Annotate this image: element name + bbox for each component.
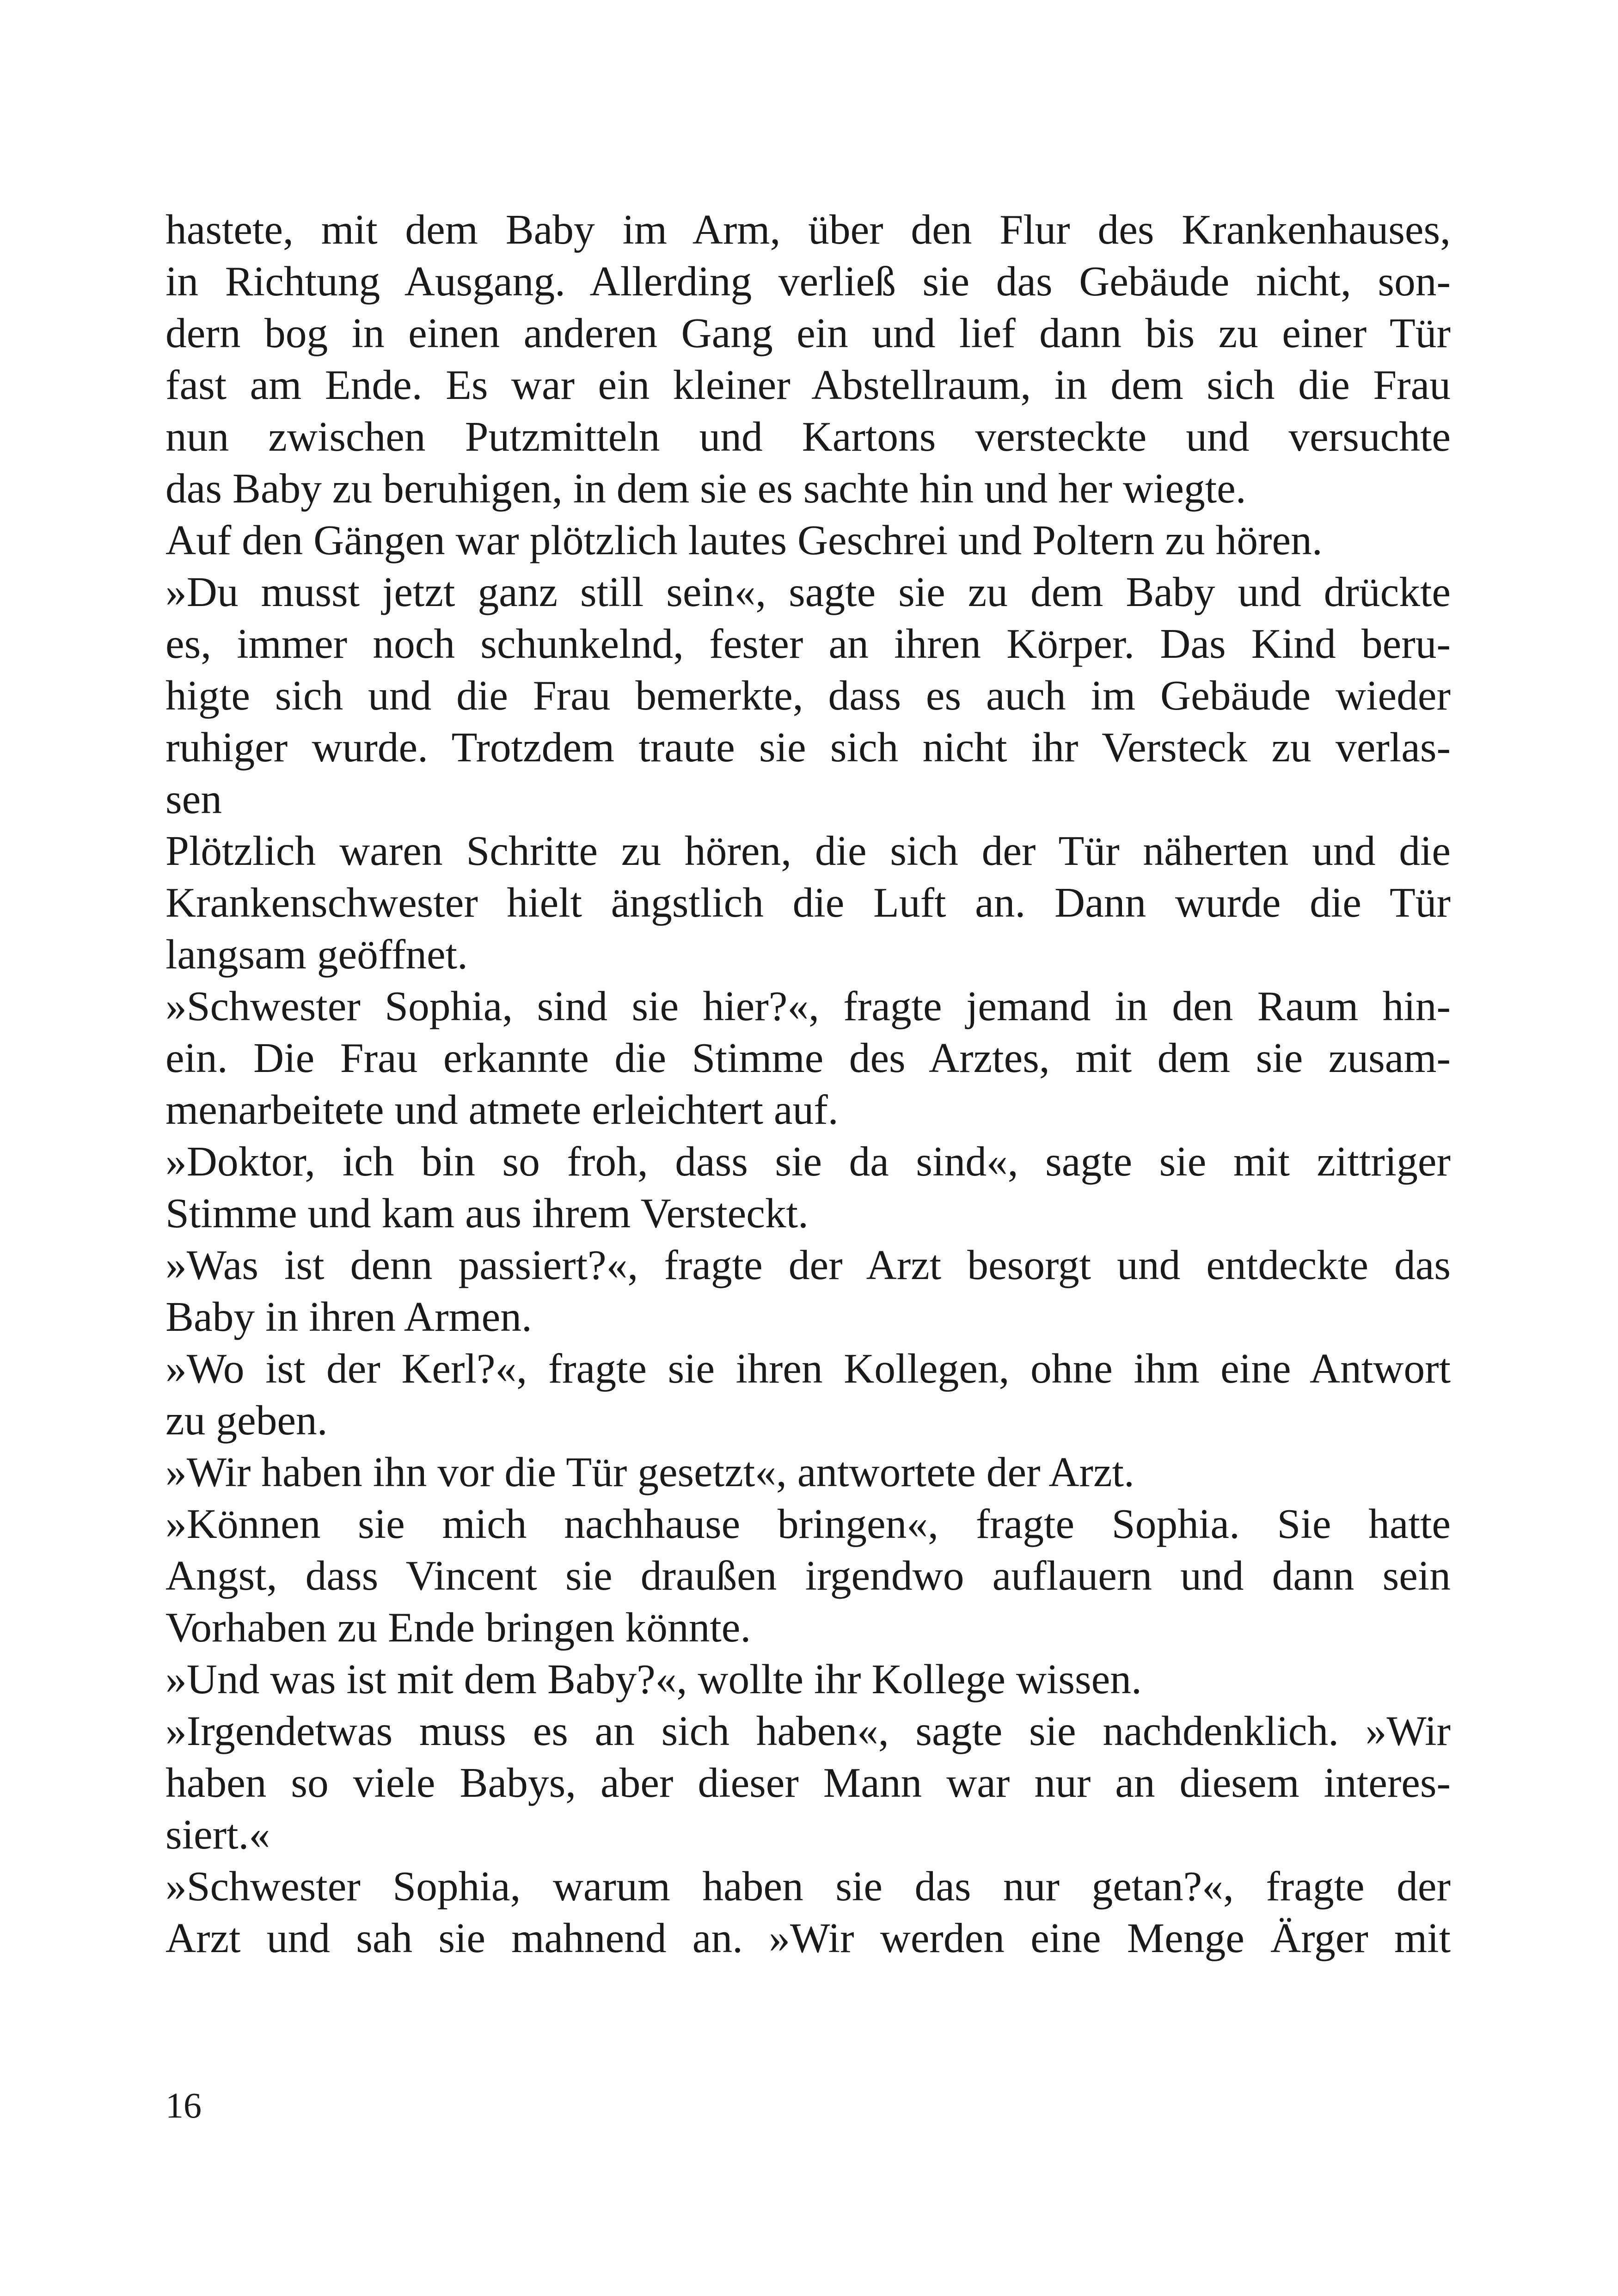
text-line: ruhiger wurde. Trotzdem traute sie sich nicht ihr Versteck zu verlas-	[165, 723, 1451, 771]
text-line: »Irgendetwas muss es an sich haben«, sagte sie nachdenklich. »Wir	[165, 1707, 1451, 1754]
paragraph	[165, 1705, 1451, 1860]
text-line: »Können sie mich nachhause bringen«, fragte Sophia. Sie hatte	[165, 1500, 1451, 1547]
text-line: »Schwester Sophia, warum haben sie das nur getan?«, fragte der	[165, 1862, 1451, 1910]
text-line: fast am Ende. Es war ein kleiner Abstellraum, in dem sich die Frau	[165, 361, 1451, 408]
text-line: es, immer noch schunkelnd, fester an ihren Körper. Das Kind beru-	[165, 620, 1451, 667]
paragraph	[165, 980, 1451, 1135]
text-line: haben so viele Babys, aber dieser Mann war nur an diesem interes-	[165, 1759, 1451, 1806]
paragraph	[165, 1498, 1451, 1653]
text-line: »Du musst jetzt ganz still sein«, sagte sie zu dem Baby und drückte	[165, 568, 1451, 615]
text-line: das Baby zu beruhigen, in dem sie es sachte hin und her wiegte.	[165, 465, 1246, 512]
text-line: sen	[165, 775, 222, 822]
text-line: Auf den Gängen war plötzlich lautes Geschrei und Poltern zu hören.	[165, 516, 1323, 563]
text-line: »Wir haben ihn vor die Tür gesetzt«, antwortete der Arzt.	[165, 1448, 1134, 1495]
paragraph	[165, 825, 1451, 980]
paragraph	[165, 1135, 1451, 1239]
text-line: menarbeitete und atmete erleichtert auf.	[165, 1086, 839, 1133]
text-line: »Und was ist mit dem Baby?«, wollte ihr Kollege wissen.	[165, 1655, 1142, 1702]
text-line: langsam geöffnet.	[165, 931, 468, 978]
paragraph	[165, 1446, 1451, 1498]
text-line: in Richtung Ausgang. Allerding verließ sie das Gebäude nicht, son-	[165, 257, 1451, 305]
text-line: siert.«	[165, 1811, 270, 1858]
text-line: hastete, mit dem Baby im Arm, über den Flur des Krankenhauses,	[165, 206, 1451, 253]
text-line: Krankenschwester hielt ängstlich die Luft an. Dann wurde die Tür	[165, 879, 1451, 926]
text-line: Vorhaben zu Ende bringen könnte.	[165, 1604, 751, 1651]
text-line: dern bog in einen anderen Gang ein und lief dann bis zu einer Tür	[165, 309, 1451, 356]
paragraph	[165, 1653, 1451, 1705]
text-line: Arzt und sah sie mahnend an. »Wir werden eine Menge Ärger mit	[165, 1914, 1451, 1961]
text-line: Plötzlich waren Schritte zu hören, die sich der Tür näherten und die	[165, 827, 1451, 874]
text-line: »Doktor, ich bin so froh, dass sie da sind«, sagte sie mit zittriger	[165, 1138, 1451, 1185]
text-line: Stimme und kam aus ihrem Versteckt.	[165, 1189, 809, 1237]
paragraph	[165, 514, 1451, 566]
text-line: »Was ist denn passiert?«, fragte der Arzt besorgt und entdeckte das	[165, 1241, 1451, 1288]
text-line: zu geben.	[165, 1396, 328, 1444]
paragraph	[165, 1342, 1451, 1446]
text-line: Angst, dass Vincent sie draußen irgendwo auflauern und dann sein	[165, 1552, 1451, 1599]
text-line: higte sich und die Frau bemerkte, dass es auch im Gebäude wieder	[165, 672, 1451, 719]
paragraph	[165, 1860, 1451, 1964]
paragraph	[165, 203, 1451, 514]
text-line: nun zwischen Putzmitteln und Kartons versteckte und versuchte	[165, 413, 1451, 460]
body-text	[165, 203, 1451, 1964]
text-line: ein. Die Frau erkannte die Stimme des Arztes, mit dem sie zusam-	[165, 1034, 1451, 1081]
text-line: »Schwester Sophia, sind sie hier?«, fragte jemand in den Raum hin-	[165, 982, 1451, 1029]
text-line: »Wo ist der Kerl?«, fragte sie ihren Kollegen, ohne ihm eine Antwort	[165, 1345, 1451, 1392]
paragraph	[165, 566, 1451, 825]
text-line: Baby in ihren Armen.	[165, 1293, 532, 1340]
paragraph	[165, 1239, 1451, 1342]
page-number: 16	[165, 2085, 202, 2125]
